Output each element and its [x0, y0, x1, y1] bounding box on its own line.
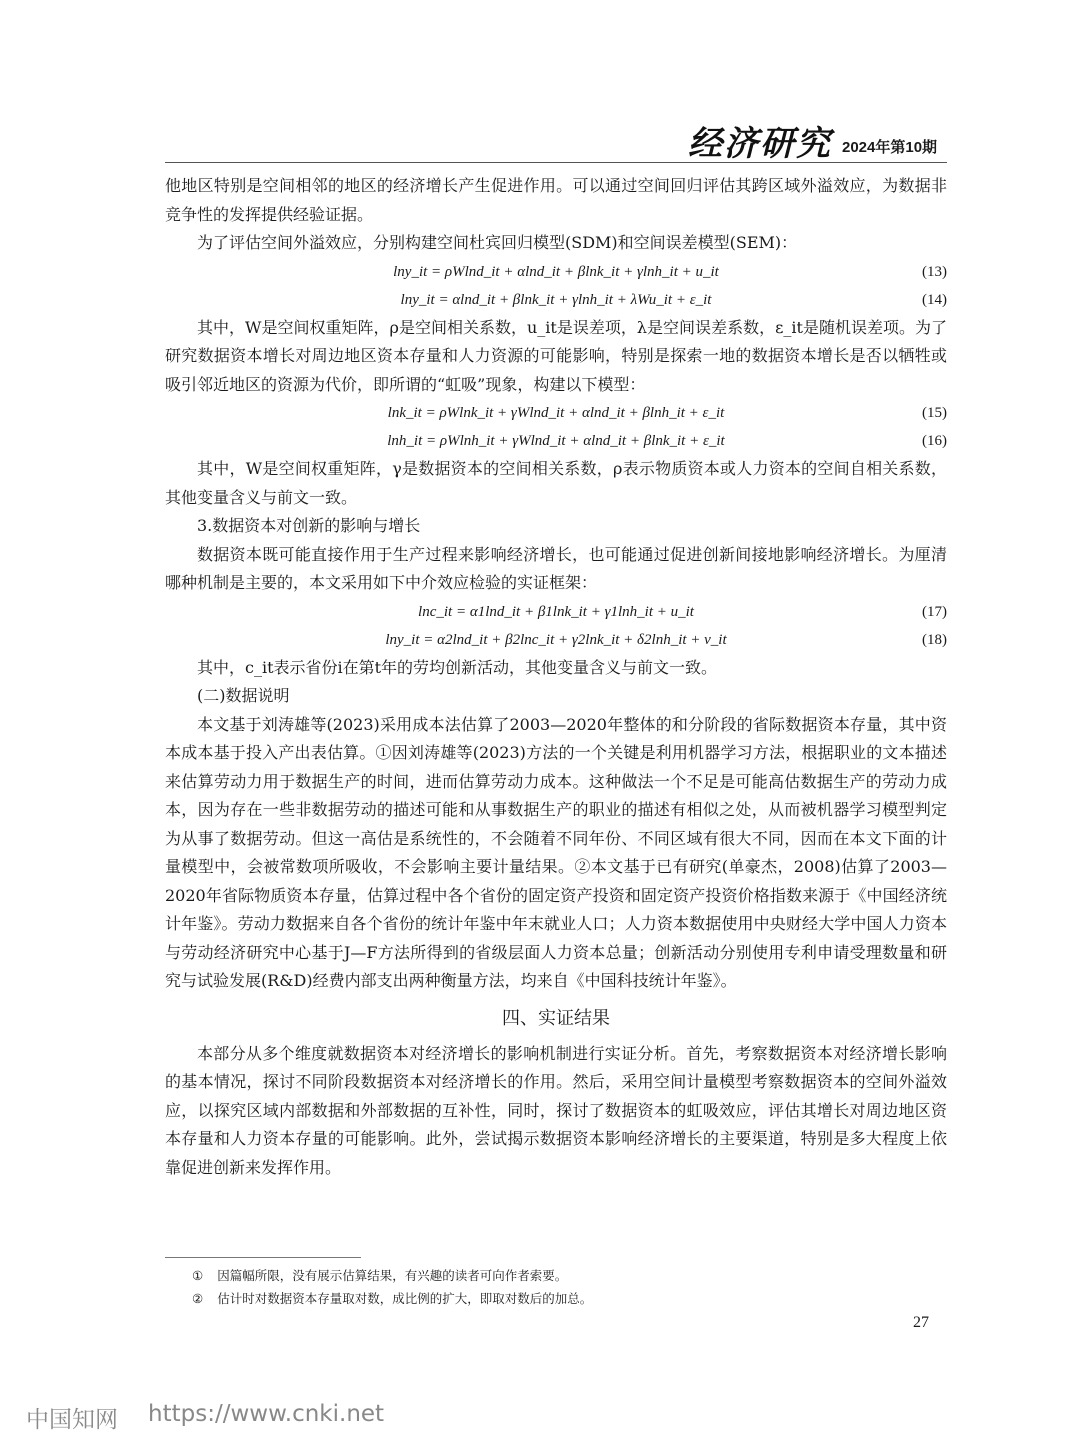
equation-14 [165, 286, 947, 314]
paragraph: 其中，W是空间权重矩阵，γ是数据资本的空间相关系数，ρ表示物质资本或人力资本的空间自相关系数，其他变量含义与前文一致。 [165, 459, 947, 507]
equation-formula: lny_it = α2lnd_it + β2lnc_it + γ2lnk_it + δ2lnh_it + v_it [385, 631, 727, 648]
body-text [165, 172, 947, 1182]
footnote-mark: ① [192, 1268, 204, 1283]
journal-issue: 2024年第10期 [842, 139, 938, 156]
journal-name: 经济研究 [688, 124, 832, 164]
paragraph: 他地区特别是空间相邻的地区的经济增长产生促进作用。可以通过空间回归评估其跨区域外溢效应，为数据非竞争性的发挥提供经验证据。 [165, 176, 947, 224]
equation-formula: lnk_it = ρWlnk_it + γWlnd_it + αlnd_it + βlnh_it + ε_it [387, 405, 725, 421]
equation-formula: lnh_it = ρWlnh_it + γWlnd_it + αlnd_it + βlnk_it + ε_it [387, 433, 725, 449]
paragraph: 为了评估空间外溢效应，分别构建空间杜宾回归模型(SDM)和空间误差模型(SEM)： [197, 233, 798, 252]
equation-formula: lny_it = αlnd_it + βlnk_it + γlnh_it + λWu_it + ε_it [400, 291, 712, 308]
equation-number: (18) [922, 631, 947, 648]
footnote [192, 1287, 932, 1310]
equation-number: (14) [922, 291, 947, 308]
watermark-url: https://www.cnki.net [148, 1401, 385, 1427]
section-heading: 四、实证结果 [502, 1007, 610, 1029]
equation-formula: lny_it = ρWlnd_it + αlnd_it + βlnk_it + γlnh_it + u_it [393, 263, 719, 280]
equation-16 [165, 427, 947, 455]
equation-13 [165, 258, 947, 286]
paragraph: 数据资本既可能直接作用于生产过程来影响经济增长，也可能通过促进创新间接地影响经济增长。为厘清哪种机制是主要的，本文采用如下中介效应检验的实证框架： [165, 544, 947, 592]
footnote-text: 估计时对数据资本存量取对数，成比例的扩大，即取对数后的加总。 [217, 1291, 593, 1306]
equation-15 [165, 399, 947, 427]
watermark-site: 中国知网 [26, 1407, 118, 1433]
footnote [192, 1264, 932, 1287]
footnote-mark: ② [192, 1291, 204, 1306]
footnotes [192, 1264, 932, 1310]
equation-number: (16) [922, 433, 947, 449]
subsection-heading: (二)数据说明 [197, 686, 290, 705]
page-number: 27 [913, 1314, 929, 1331]
cnki-watermark [26, 1401, 384, 1434]
paragraph: 其中，W是空间权重矩阵，ρ是空间相关系数，u_it是误差项，λ是空间误差系数，ε_it是随机误差项。为了研究数据资本增长对周边地区资本存量和人力资源的可能影响，特别是探索一地的数据资本增长是否以牺牲或吸引邻近地区的资源为代价，即所谓的“虹吸”现象，构建以下模型： [165, 317, 947, 394]
paragraph: 本部分从多个维度就数据资本对经济增长的影响机制进行实证分析。首先，考察数据资本对经济增长影响的基本情况，探讨不同阶段数据资本对经济增长的作用。然后，采用空间计量模型考察数据资本的空间外溢效应，以探究区域内部数据和外部数据的互补性，同时，探讨了数据资本的虹吸效应，评估其增长对周边地区资本存量和人力资本存量的可能影响。此外，尝试揭示数据资本影响经济增长的主要渠道，特别是多大程度上依靠促进创新来发挥作用。 [165, 1043, 947, 1177]
equation-number: (17) [922, 603, 947, 620]
footnote-text: 因篇幅所限，没有展示估算结果，有兴趣的读者可向作者索要。 [217, 1268, 568, 1283]
journal-header [688, 126, 937, 162]
subsection-heading: 3.数据资本对创新的影响与增长 [197, 516, 421, 535]
equation-18 [165, 626, 947, 654]
paragraph: 本文基于刘涛雄等(2023)采用成本法估算了2003—2020年整体的和分阶段的省际数据资本存量，其中资本成本基于投入产出表估算。①因刘涛雄等(2023)方法的一个关键是利用机器学习方法，根据职业的文本描述来估算劳动力用于数据生产的时间，进而估算劳动力成本。这种做法一个不足是可能高估数据生产的劳动力成本，因为存在一些非数据劳动的描述可能和从事数据生产的职业的描述有相似之处，从而被机器学习模型判定为从事了数据劳动。但这一高估是系统性的，不会随着不同年份、不同区域有很大不同，因而在本文下面的计量模型中，会被常数项所吸收，不会影响主要计量结果。②本文基于已有研究(单豪杰，2008)估算了2003—2020年省际物质资本存量，估算过程中各个省份的固定资产投资和固定资产投资价格指数来源于《中国经济统计年鉴》。劳动力数据来自各个省份的统计年鉴中年末就业人口；人力资本数据使用中央财经大学中国人力资本与劳动经济研究中心基于J—F方法所得到的省级层面人力资本总量；创新活动分别使用专利申请受理数量和研究与试验发展(R&D)经费内部支出两种衡量方法，均来自《中国科技统计年鉴》。 [165, 714, 947, 990]
equation-number: (15) [922, 405, 947, 421]
equation-number: (13) [922, 263, 947, 280]
paragraph: 其中，c_it表示省份i在第t年的劳均创新活动，其他变量含义与前文一致。 [197, 657, 718, 677]
footnote-rule [165, 1257, 361, 1258]
equation-formula: lnc_it = α1lnd_it + β1lnk_it + γ1lnh_it + u_it [418, 603, 694, 620]
equation-17 [165, 598, 947, 626]
header-rule [165, 162, 947, 163]
